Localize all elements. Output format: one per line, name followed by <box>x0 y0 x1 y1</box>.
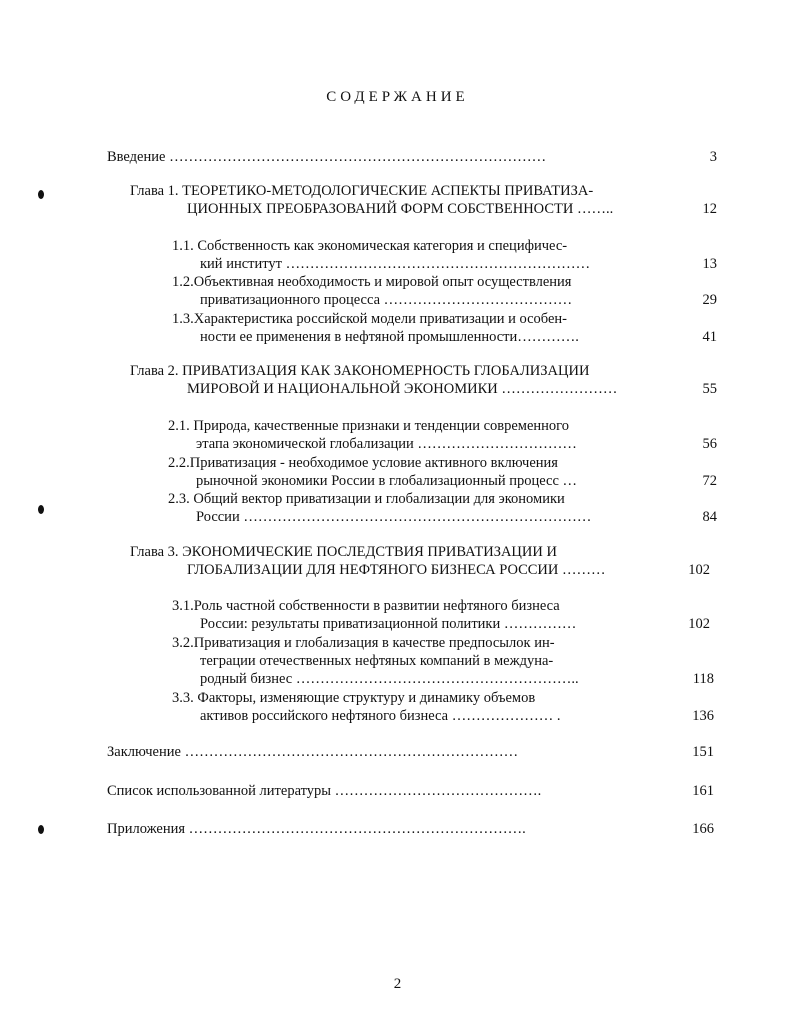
toc-line: ЦИОННЫХ ПРЕОБРАЗОВАНИЙ ФОРМ СОБСТВЕННОСТИ …….. <box>187 201 614 217</box>
toc-page-number: 55 <box>702 381 717 397</box>
toc-line: Приложения ……………………………………………………………. <box>107 821 526 837</box>
toc-page-number: 136 <box>692 708 714 724</box>
toc-page-number: 56 <box>702 436 717 452</box>
toc-line: 1.3.Характеристика российской модели приватизации и особен- <box>172 311 568 327</box>
toc-page-number: 84 <box>702 509 717 525</box>
toc-page-number: 13 <box>702 256 717 272</box>
page-title: СОДЕРЖАНИЕ <box>326 89 469 105</box>
toc-line: 1.2.Объективная необходимость и мировой опыт осуществления <box>172 274 572 290</box>
toc-page-number: 161 <box>692 783 714 799</box>
toc-line: Глава 1. ТЕОРЕТИКО-МЕТОДОЛОГИЧЕСКИЕ АСПЕКТЫ ПРИВАТИЗА- <box>130 183 594 199</box>
toc-line: теграции отечественных нефтяных компаний в междуна- <box>200 653 554 669</box>
binding-hole-mark <box>38 190 44 199</box>
toc-page-number: 102 <box>688 616 710 632</box>
toc-page-number: 102 <box>688 562 710 578</box>
toc-page-number: 166 <box>692 821 714 837</box>
toc-line: этапа экономической глобализации …………………………… <box>196 436 577 452</box>
toc-line: 3.2.Приватизация и глобализация в качестве предпосылок ин- <box>172 635 555 651</box>
toc-line: 2.3. Общий вектор приватизации и глобализации для экономики <box>168 491 565 507</box>
toc-line: России ……………………………………………………………… <box>196 509 592 525</box>
toc-line: 2.1. Природа, качественные признаки и тенденции современного <box>168 418 570 434</box>
toc-line: ности ее применения в нефтяной промышленности…………. <box>200 329 579 345</box>
toc-page-number: 118 <box>692 671 714 687</box>
binding-hole-mark <box>38 505 44 514</box>
toc-line: ГЛОБАЛИЗАЦИИ ДЛЯ НЕФТЯНОГО БИЗНЕСА РОССИИ ……… <box>187 562 606 578</box>
toc-line: 3.3. Факторы, изменяющие структуру и динамику объемов <box>172 690 536 706</box>
toc-line: родный бизнес ………………………………………………….. <box>200 671 579 687</box>
toc-page-number: 29 <box>702 292 717 308</box>
toc-line: Введение …………………………………………………………………… <box>107 149 547 165</box>
toc-page-number: 3 <box>709 149 717 165</box>
toc-page-number: 151 <box>692 744 714 760</box>
toc-line: Заключение …………………………………………………………… <box>107 744 519 760</box>
toc-line: Глава 2. ПРИВАТИЗАЦИЯ КАК ЗАКОНОМЕРНОСТЬ ГЛОБАЛИЗАЦИИ <box>130 363 590 379</box>
toc-line: 3.1.Роль частной собственности в развитии нефтяного бизнеса <box>172 598 560 614</box>
toc-line: кий институт ……………………………………………………… <box>200 256 591 272</box>
toc-line: 1.1. Собственность как экономическая категория и специфичес- <box>172 238 568 254</box>
toc-line: приватизационного процесса ………………………………… <box>200 292 573 308</box>
toc-line: России: результаты приватизационной политики …………… <box>200 616 577 632</box>
toc-page-number: 72 <box>702 473 717 489</box>
toc-page-number: 12 <box>702 201 717 217</box>
toc-line: активов российского нефтяного бизнеса ………………… . <box>200 708 561 724</box>
toc-line: Глава 3. ЭКОНОМИЧЕСКИЕ ПОСЛЕДСТВИЯ ПРИВАТИЗАЦИИ И <box>130 544 557 560</box>
toc-page-number: 41 <box>702 329 717 345</box>
toc-line: 2.2.Приватизация - необходимое условие активного включения <box>168 455 558 471</box>
toc-line: МИРОВОЙ И НАЦИОНАЛЬНОЙ ЭКОНОМИКИ …………………… <box>187 381 618 397</box>
page-number: 2 <box>393 976 402 992</box>
toc-line: рыночной экономики России в глобализационный процесс … <box>196 473 578 489</box>
toc-line: Список использованной литературы ……………………………………. <box>107 783 542 799</box>
binding-hole-mark <box>38 825 44 834</box>
